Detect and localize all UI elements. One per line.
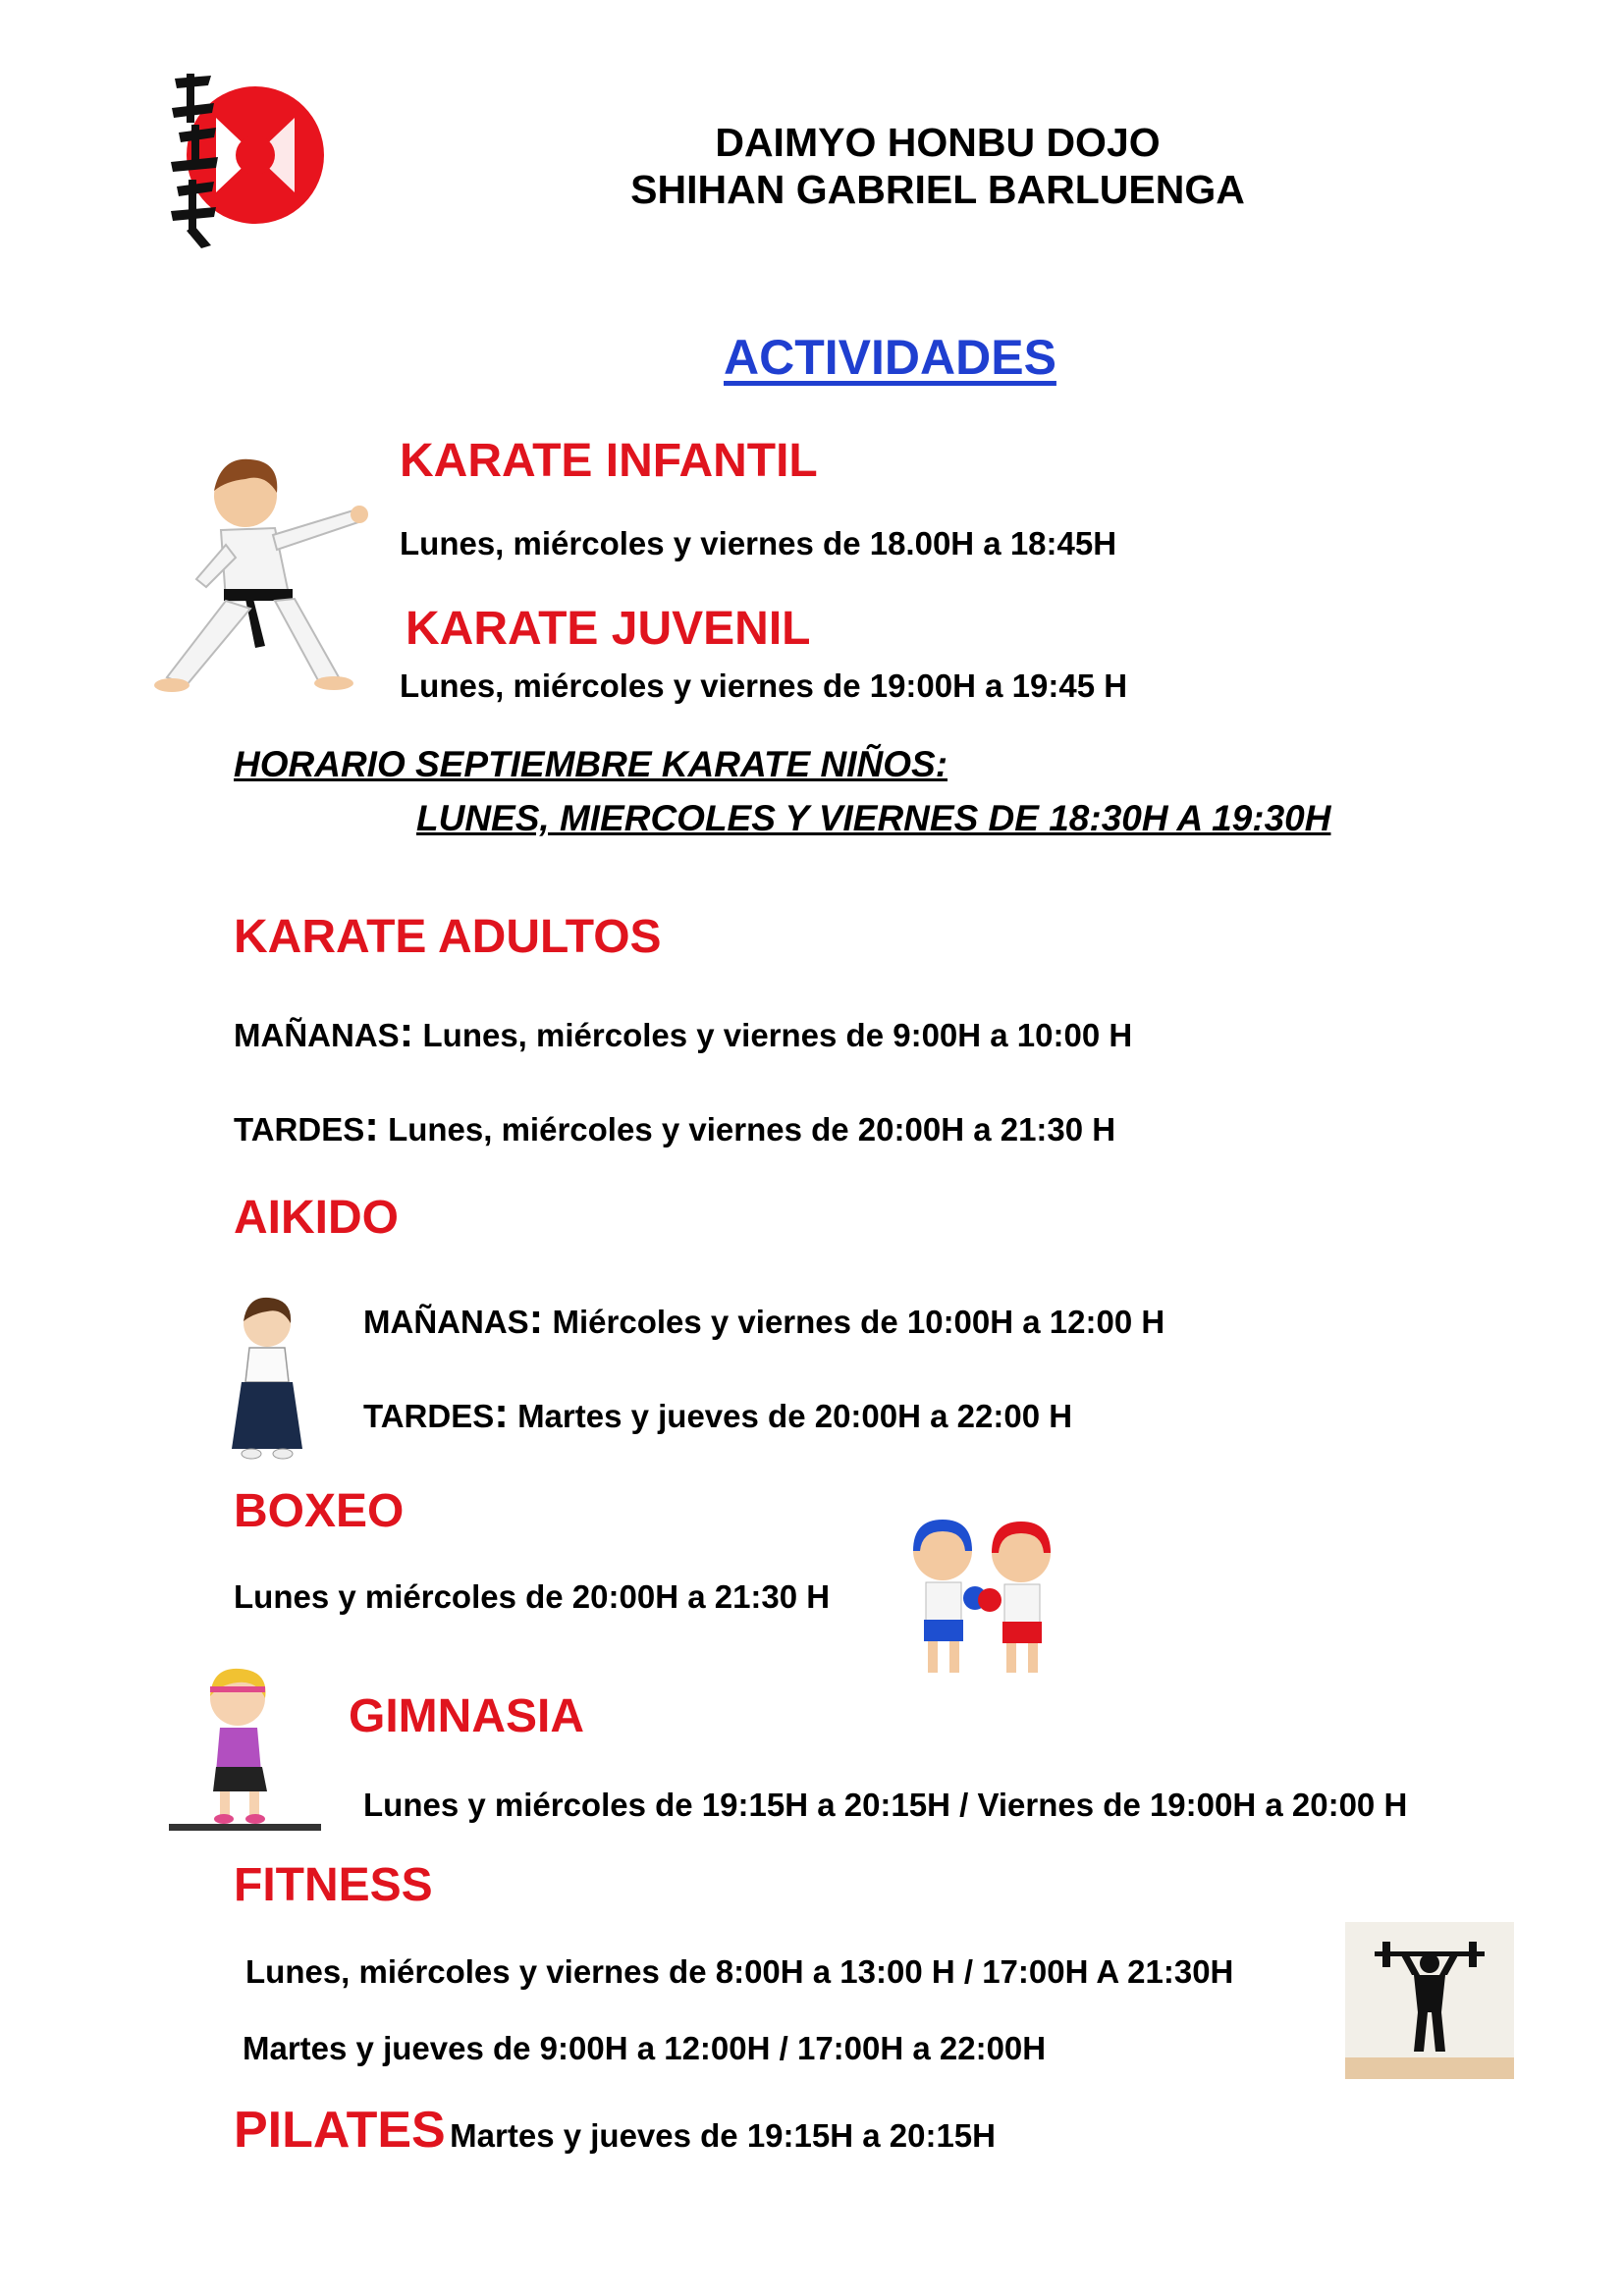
gimnasia-schedule: Lunes y miércoles de 19:15H a 20:15H / Viernes de 19:00H a 20:00 H <box>363 1787 1408 1823</box>
boxeo-heading: BOXEO <box>234 1485 405 1537</box>
karate-juvenil-schedule: Lunes, miércoles y viernes de 19:00H a 19:45 H <box>400 667 1128 704</box>
pilates-heading: PILATES <box>234 2102 446 2159</box>
aikido-heading: AIKIDO <box>234 1192 399 1244</box>
morning-label: MAÑANAS <box>363 1304 529 1340</box>
karate-adultos-afternoon: TARDES: Lunes, miércoles y viernes de 20:00H a 21:30 H <box>234 1102 1116 1150</box>
weightlifter-silhouette <box>1345 1922 1514 2079</box>
morning-schedule: Miércoles y viernes de 10:00H a 12:00 H <box>552 1304 1165 1340</box>
afternoon-label: TARDES <box>234 1111 365 1148</box>
sensei-name: SHIHAN GABRIEL BARLUENGA <box>630 167 1245 212</box>
dojo-name: DAIMYO HONBU DOJO <box>715 120 1161 165</box>
karate-kid-illustration <box>128 452 373 702</box>
karate-adultos-morning: MAÑANAS: Lunes, miércoles y viernes de 9:00H a 10:00 H <box>234 1008 1133 1056</box>
karate-infantil-schedule: Lunes, miércoles y viernes de 18.00H a 18:45H <box>400 525 1117 561</box>
gimnasia-heading: GIMNASIA <box>349 1690 584 1742</box>
aikido-morning: MAÑANAS: Miércoles y viernes de 10:00H a 12:00 H <box>363 1295 1165 1343</box>
september-notice-title: HORARIO SEPTIEMBRE KARATE NIÑOS: <box>234 744 948 784</box>
karate-adultos-heading: KARATE ADULTOS <box>234 911 662 963</box>
afternoon-schedule: Martes y jueves de 20:00H a 22:00 H <box>517 1398 1073 1434</box>
afternoon-schedule: Lunes, miércoles y viernes de 20:00H a 21:30 H <box>388 1111 1116 1148</box>
dojo-logo <box>157 64 329 255</box>
page-title: ACTIVIDADES <box>724 330 1056 385</box>
fitness-schedule-2: Martes y jueves de 9:00H a 12:00H / 17:00H a 22:00H <box>243 2030 1047 2066</box>
fitness-schedule-1: Lunes, miércoles y viernes de 8:00H a 13:00 H / 17:00H A 21:30H <box>245 1953 1234 1990</box>
september-notice-schedule: LUNES, MIERCOLES Y VIERNES DE 18:30H A 19:30H <box>416 798 1331 838</box>
morning-label: MAÑANAS <box>234 1017 400 1053</box>
pilates-schedule: Martes y jueves de 19:15H a 20:15H <box>450 2117 996 2154</box>
gymnastics-girl-illustration <box>169 1659 321 1831</box>
aikido-afternoon: TARDES: Martes y jueves de 20:00H a 22:00 H <box>363 1389 1073 1437</box>
afternoon-label: TARDES <box>363 1398 495 1434</box>
karate-infantil-heading: KARATE INFANTIL <box>400 435 818 487</box>
fitness-heading: FITNESS <box>234 1859 433 1911</box>
pilates-line <box>234 2101 996 2160</box>
aikido-kid-illustration <box>228 1294 306 1463</box>
boxeo-schedule: Lunes y miércoles de 20:00H a 21:30 H <box>234 1578 831 1615</box>
karate-juvenil-heading: KARATE JUVENIL <box>406 603 811 655</box>
morning-schedule: Lunes, miércoles y viernes de 9:00H a 10:00 H <box>422 1017 1133 1053</box>
boxing-kids-illustration <box>889 1512 1075 1683</box>
